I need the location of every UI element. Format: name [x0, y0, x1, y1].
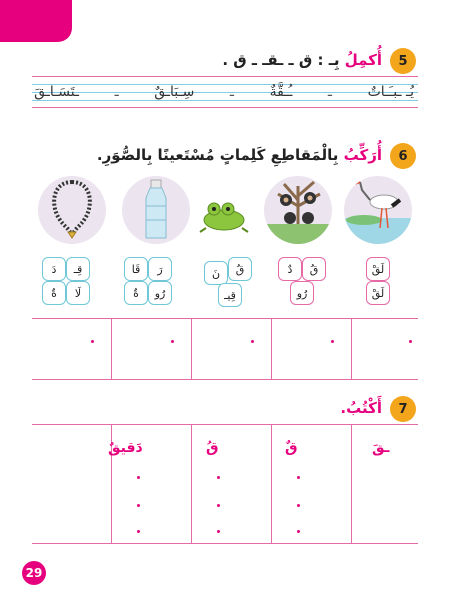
syllable: دَ — [42, 257, 66, 281]
guide-dot — [217, 476, 220, 479]
guide-dot — [297, 504, 300, 507]
syllable: رُو — [148, 281, 172, 305]
syllable-group-1 — [350, 255, 408, 307]
syllable-group-3 — [196, 255, 254, 307]
syllable: رَ — [148, 257, 172, 281]
syllable: قُ — [302, 257, 326, 281]
page-corner-tab — [0, 0, 72, 42]
syllable: قِـ — [66, 257, 90, 281]
syllable-group-2 — [272, 255, 330, 307]
syllable: رُو — [290, 281, 314, 305]
guide-dot — [331, 340, 334, 343]
guide-dot — [171, 340, 174, 343]
syllable: قَا — [124, 257, 148, 281]
exercise-6-verb: أُرَكِّبُ — [343, 146, 382, 164]
guide-dot — [137, 530, 140, 533]
syllable: نَ — [204, 261, 228, 285]
stork-icon — [344, 176, 412, 244]
exercise-5-words: يُـ ـبـَـاتٌ ـ ـُـقَّةٌ ـ سِـبَاـقٌ ـ ـتَسَـاـقَ — [34, 84, 414, 100]
guide-dot — [91, 340, 94, 343]
model-letter-1: ـقَ — [372, 440, 390, 456]
syllable: لَقْ — [366, 257, 390, 281]
syllable-group-5 — [36, 255, 94, 307]
guide-dot — [137, 476, 140, 479]
guide-dot — [217, 530, 220, 533]
syllable: ةٌ — [42, 281, 66, 305]
guide-dot — [251, 340, 254, 343]
monkeys-icon — [264, 176, 332, 244]
syllable: دٌ — [278, 257, 302, 281]
syllable-group-4 — [118, 255, 176, 307]
page-number: 29 — [22, 561, 46, 585]
necklace-icon — [38, 176, 106, 244]
exercise-6-writing-area[interactable] — [32, 318, 418, 380]
model-letter-3: قُ — [206, 440, 219, 456]
model-word-4: دَقيقٌ — [108, 440, 143, 456]
frog-icon — [198, 194, 250, 234]
exercise-7-number: 7 — [390, 396, 416, 422]
exercise-5-title — [222, 51, 382, 69]
guide-dot — [137, 504, 140, 507]
word-3: سِـبَاـقٌ — [154, 84, 195, 100]
bottle-icon — [122, 176, 190, 244]
exercise-7-title — [340, 399, 382, 417]
syllable: قُ — [228, 257, 252, 281]
exercise-6-number: 6 — [390, 143, 416, 169]
model-letter-2: قٌ — [285, 440, 298, 456]
guide-dot — [297, 476, 300, 479]
word-2: ـُـقَّةٌ — [269, 84, 293, 100]
guide-dot — [297, 530, 300, 533]
syllable: لَقْ — [366, 281, 390, 305]
exercise-5-verb: أُكمِلُ — [344, 51, 382, 69]
syllable: لَا — [66, 281, 90, 305]
exercise-7-writing-area[interactable] — [32, 424, 418, 544]
exercise-6-title — [97, 146, 382, 164]
exercise-6-instruction: بِالْمَقاطِعِ كَلِماتٍ مُسْتَعينًا بِالصُّوَرِ. — [96, 146, 339, 164]
syllable: قِيـ — [218, 283, 242, 307]
guide-dot — [217, 504, 220, 507]
word-4: ـتَسَـاـقَ — [34, 84, 80, 100]
exercise-5-number: 5 — [390, 48, 416, 74]
word-1: يُـ ـبـَـاتٌ — [367, 84, 414, 100]
guide-dot — [409, 340, 412, 343]
syllable: ةٌ — [124, 281, 148, 305]
exercise-7-verb: أَكْتُبُ. — [340, 399, 382, 417]
exercise-5-instruction: بِـ : ق ـ ـقـ ـ ق . — [222, 51, 340, 69]
